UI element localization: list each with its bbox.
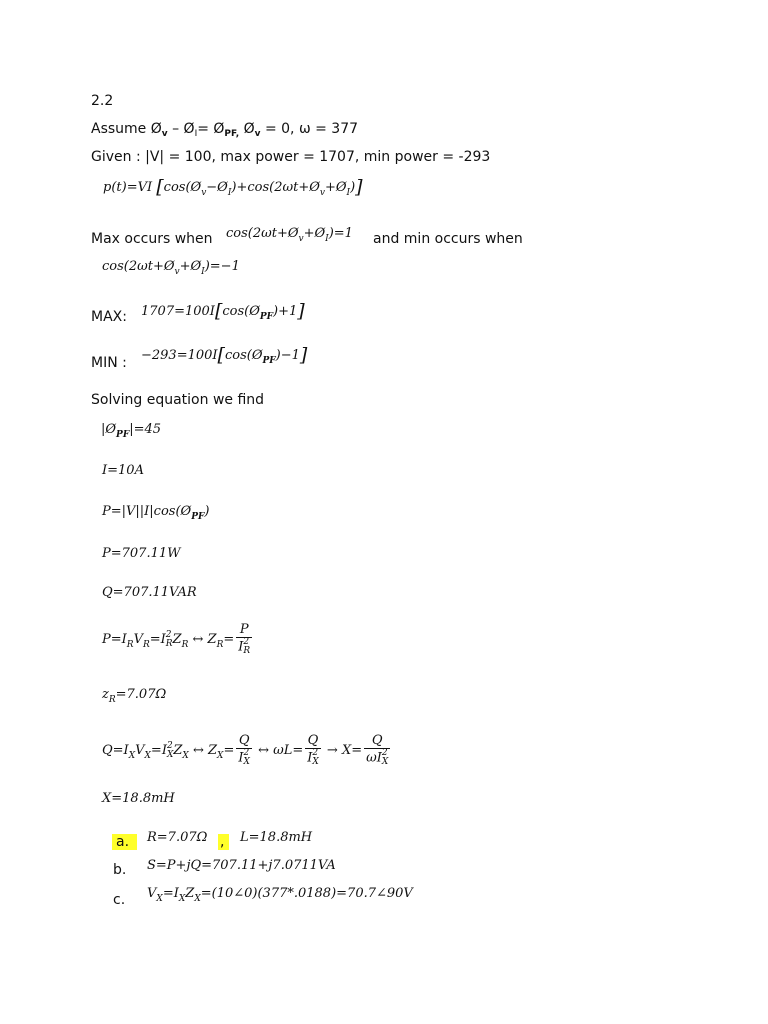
max-label: MAX: — [91, 309, 127, 325]
phase-angle-result: $|Ø_{PF}|=45$ — [101, 422, 162, 440]
resistance-equation: $P=I_RV_R=I$ 2 R $Z_R$ ↔ $Z_R=$ P I 2 R — [102, 622, 251, 656]
answer-b-marker: b. — [113, 862, 127, 878]
max-occurs-label: Max occurs when — [91, 231, 213, 247]
resistance-value: $z_R=7.07\Omega$ — [102, 687, 167, 705]
answer-a-separator: , — [218, 833, 229, 851]
max-equation: $1707=100I[\cos(Ø_{PF})+1]$ — [141, 300, 305, 322]
inductance-value: X=18.8mH — [102, 791, 175, 806]
answer-a-marker: a. — [112, 833, 137, 851]
solving-text: Solving equation we find — [91, 392, 265, 408]
min-condition-equation: $\cos(2\omega t+Ø_v+Ø_I)=-1$ — [102, 259, 240, 277]
reactive-power-value: Q=707.11VAR — [102, 585, 197, 600]
reactance-equation: $Q=I_XV_X=I$ 2 X $Z_X$ ↔ $Z_X=$ Q I 2 X ↔ ωL= Q I 2 X → X= Q ωI 2 X — [102, 733, 389, 767]
min-label: MIN : — [91, 355, 127, 371]
answer-a-resistance: R=7.07Ω — [147, 830, 208, 845]
real-power-formula: $P=|V||I|\cos(Ø_{PF})$ — [102, 504, 210, 522]
current-result: I=10A — [102, 463, 144, 478]
answer-c-marker: c. — [113, 892, 126, 908]
power-equation: p(t)=VI $[\cos(Ø_v-Ø_I)+\cos(2\omega t+Ø_v+Ø_I)]$ — [103, 176, 363, 198]
min-occurs-label: and min occurs when — [373, 231, 523, 247]
given-line: Given : |V| = 100, max power = 1707, min power = -293 — [91, 149, 491, 165]
answer-c-voltage: $V_X=I_XZ_X=(10\angle 0)(377*.0188)=70.7\angle 90V$ — [147, 886, 413, 904]
assumption-line: Assume $Ø_v$ – $Ø_I=$ $Ø_{PF,}$ $Ø_v = 0$, ω = 377 — [91, 121, 359, 139]
answer-a-inductance: L=18.8mH — [240, 830, 313, 845]
section-number: 2.2 — [91, 93, 114, 109]
real-power-value: P=707.11W — [102, 546, 181, 561]
min-equation: $-293=100I[\cos(Ø_{PF})-1]$ — [141, 344, 308, 366]
answer-b-apparent-power: S=P+jQ=707.11+j7.0711VA — [147, 858, 336, 873]
max-condition-equation: $\cos(2\omega t+Ø_v+Ø_I)=1$ — [226, 226, 353, 244]
